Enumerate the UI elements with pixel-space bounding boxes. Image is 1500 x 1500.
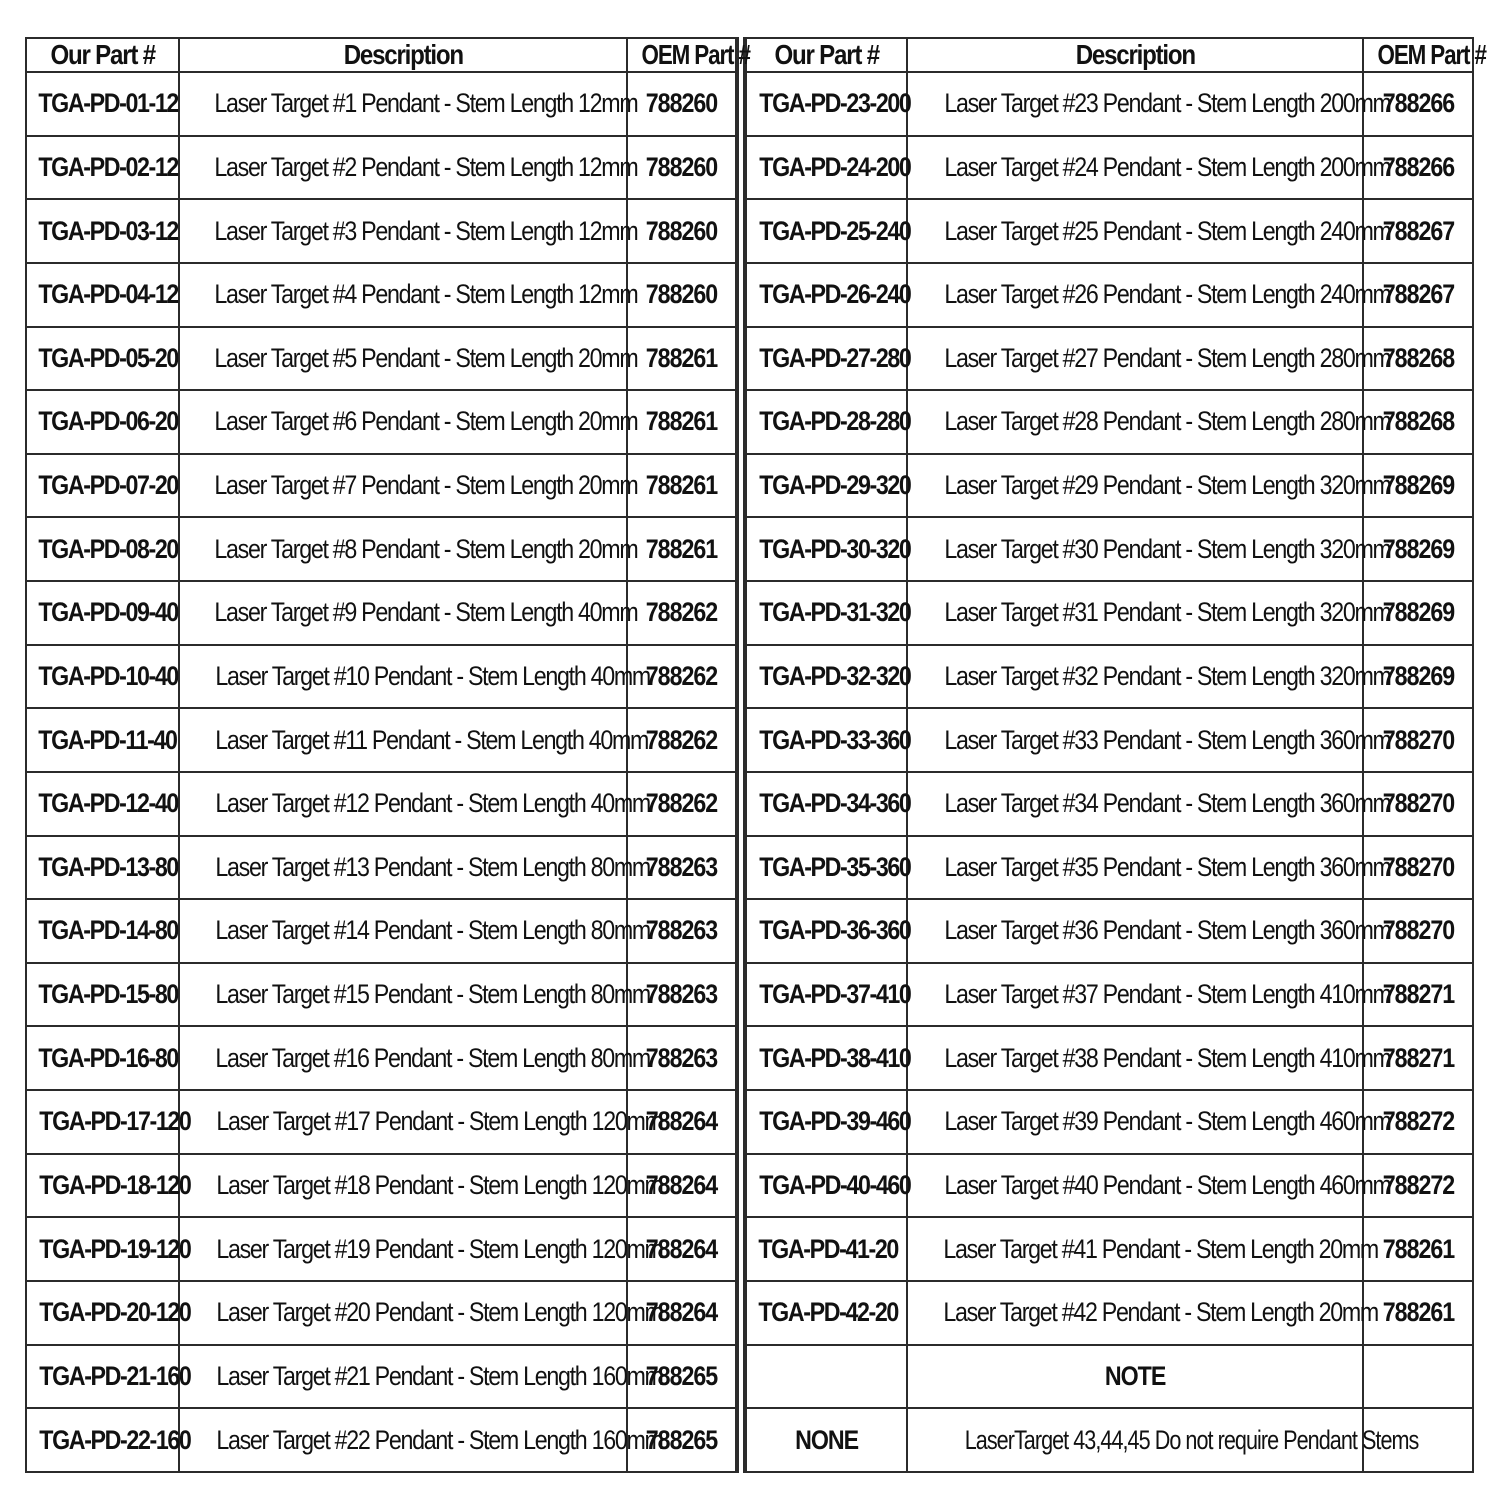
oem-part-cell: 788262 [627,645,736,709]
oem-part-cell: 788271 [1363,963,1473,1027]
oem-part-cell: 788269 [1363,645,1473,709]
our-part-cell: TGA-PD-02-12 [26,136,179,200]
oem-part-cell: 788261 [1363,1281,1473,1345]
table-row [746,136,1473,200]
our-part-cell: TGA-PD-30-320 [746,517,907,581]
header-oem-part: OEM Part # [1363,38,1473,72]
parts-sheet [25,37,1486,1473]
table-row [746,836,1473,900]
header-our-part: Our Part # [26,38,179,72]
table-row [26,836,736,900]
our-part-cell: TGA-PD-10-40 [26,645,179,709]
our-part-cell: TGA-PD-36-360 [746,899,907,963]
our-part-cell: TGA-PD-18-120 [26,1154,179,1218]
table-row [26,645,736,709]
oem-part-cell: 788261 [627,517,736,581]
oem-part-cell: 788263 [627,836,736,900]
oem-part-cell: 788265 [627,1408,736,1472]
table-row [26,1345,736,1409]
note-text: LaserTarget 43,44,45 Do not require Pendant Stems [907,1408,1363,1472]
header-our-part: Our Part # [746,38,907,72]
oem-part-cell: 788269 [1363,517,1473,581]
description-cell: Laser Target #10 Pendant - Stem Length 40mm [179,645,627,709]
description-cell: Laser Target #29 Pendant - Stem Length 320mm [907,454,1363,518]
oem-part-cell: 788271 [1363,1026,1473,1090]
description-cell: Laser Target #13 Pendant - Stem Length 80mm [179,836,627,900]
description-cell: Laser Target #11 Pendant - Stem Length 40mm [179,708,627,772]
description-cell: Laser Target #22 Pendant - Stem Length 160mm [179,1408,627,1472]
parts-table-right [745,37,1486,1473]
table-row [26,772,736,836]
oem-part-cell: 788260 [627,263,736,327]
oem-part-cell: 788269 [1363,581,1473,645]
our-part-cell: TGA-PD-37-410 [746,963,907,1027]
table-row [26,1026,736,1090]
our-part-cell: TGA-PD-09-40 [26,581,179,645]
description-cell: Laser Target #2 Pendant - Stem Length 12mm [179,136,627,200]
our-part-cell: TGA-PD-15-80 [26,963,179,1027]
oem-part-cell: 788263 [627,899,736,963]
table-row [746,454,1473,518]
description-cell: Laser Target #7 Pendant - Stem Length 20mm [179,454,627,518]
our-part-cell: TGA-PD-27-280 [746,327,907,391]
our-part-cell: TGA-PD-19-120 [26,1217,179,1281]
oem-part-cell: 788263 [627,1026,736,1090]
table-row [26,72,736,136]
description-cell: Laser Target #6 Pendant - Stem Length 20mm [179,390,627,454]
note-empty-cell [746,1345,907,1409]
table-row [746,1217,1473,1281]
description-cell: Laser Target #27 Pendant - Stem Length 280mm [907,327,1363,391]
our-part-cell: TGA-PD-31-320 [746,581,907,645]
our-part-cell: TGA-PD-20-120 [26,1281,179,1345]
parts-table-left-body [26,72,736,1472]
oem-part-cell: 788264 [627,1154,736,1218]
oem-part-cell: 788267 [1363,263,1473,327]
table-row [26,1090,736,1154]
table-row [746,581,1473,645]
table-row [746,963,1473,1027]
table-row [746,199,1473,263]
table-row [26,963,736,1027]
oem-part-cell: 788265 [627,1345,736,1409]
description-cell: Laser Target #30 Pendant - Stem Length 320mm [907,517,1363,581]
table-row [746,772,1473,836]
table-row [26,327,736,391]
oem-part-cell: 788261 [627,454,736,518]
our-part-cell: TGA-PD-22-160 [26,1408,179,1472]
note-empty-cell [1363,1345,1473,1409]
description-cell: Laser Target #1 Pendant - Stem Length 12mm [179,72,627,136]
table-row [26,390,736,454]
table-row [26,581,736,645]
header-description: Description [907,38,1363,72]
our-part-cell: TGA-PD-42-20 [746,1281,907,1345]
our-part-cell: TGA-PD-16-80 [26,1026,179,1090]
description-cell: Laser Target #16 Pendant - Stem Length 80mm [179,1026,627,1090]
description-cell: Laser Target #42 Pendant - Stem Length 20mm [907,1281,1363,1345]
table-row [746,72,1473,136]
table-row [746,1154,1473,1218]
oem-part-cell: 788262 [627,581,736,645]
description-cell: Laser Target #5 Pendant - Stem Length 20mm [179,327,627,391]
table-row [746,645,1473,709]
oem-part-cell: 788272 [1363,1154,1473,1218]
our-part-cell: TGA-PD-34-360 [746,772,907,836]
our-part-cell: TGA-PD-11-40 [26,708,179,772]
our-part-cell: TGA-PD-38-410 [746,1026,907,1090]
oem-part-cell: 788261 [1363,1217,1473,1281]
oem-part-cell: 788270 [1363,836,1473,900]
description-cell: Laser Target #14 Pendant - Stem Length 80mm [179,899,627,963]
note-text-row [746,1408,1473,1472]
table-row [746,1281,1473,1345]
table-row [26,1154,736,1218]
our-part-cell: TGA-PD-12-40 [26,772,179,836]
our-part-cell: TGA-PD-24-200 [746,136,907,200]
our-part-cell: TGA-PD-41-20 [746,1217,907,1281]
description-cell: Laser Target #15 Pendant - Stem Length 80mm [179,963,627,1027]
description-cell: Laser Target #35 Pendant - Stem Length 360mm [907,836,1363,900]
our-part-cell: TGA-PD-40-460 [746,1154,907,1218]
oem-part-cell: 788263 [627,963,736,1027]
oem-part-cell: 788266 [1363,72,1473,136]
table-row [26,1281,736,1345]
table-row [26,517,736,581]
description-cell: Laser Target #17 Pendant - Stem Length 120mm [179,1090,627,1154]
description-cell: Laser Target #4 Pendant - Stem Length 12mm [179,263,627,327]
description-cell: Laser Target #28 Pendant - Stem Length 280mm [907,390,1363,454]
our-part-cell: TGA-PD-05-20 [26,327,179,391]
oem-part-cell: 788266 [1363,136,1473,200]
our-part-cell: TGA-PD-03-12 [26,199,179,263]
table-row [26,136,736,200]
table-row [746,327,1473,391]
our-part-cell: TGA-PD-08-20 [26,517,179,581]
table-row [26,199,736,263]
description-cell: Laser Target #34 Pendant - Stem Length 360mm [907,772,1363,836]
our-part-cell: TGA-PD-06-20 [26,390,179,454]
parts-table-left [25,37,750,1473]
header-row [746,38,1473,72]
oem-part-cell: 788272 [1363,1090,1473,1154]
our-part-cell: TGA-PD-35-360 [746,836,907,900]
oem-part-cell: 788260 [627,199,736,263]
table-row [26,1408,736,1472]
our-part-cell: TGA-PD-21-160 [26,1345,179,1409]
oem-part-cell: 788260 [627,136,736,200]
table-row [26,454,736,518]
header-oem-part: OEM Part # [627,38,736,72]
our-part-cell: TGA-PD-25-240 [746,199,907,263]
oem-part-cell: 788270 [1363,708,1473,772]
our-part-cell: TGA-PD-33-360 [746,708,907,772]
oem-part-cell: 788261 [627,390,736,454]
description-cell: Laser Target #18 Pendant - Stem Length 120mm [179,1154,627,1218]
description-cell: Laser Target #26 Pendant - Stem Length 240mm [907,263,1363,327]
oem-part-cell: 788262 [627,772,736,836]
description-cell: Laser Target #32 Pendant - Stem Length 320mm [907,645,1363,709]
table-row [746,708,1473,772]
our-part-cell: TGA-PD-07-20 [26,454,179,518]
table-row [26,1217,736,1281]
table-row [26,708,736,772]
our-part-cell: TGA-PD-17-120 [26,1090,179,1154]
our-part-cell: TGA-PD-04-12 [26,263,179,327]
description-cell: Laser Target #24 Pendant - Stem Length 200mm [907,136,1363,200]
oem-part-cell: 788262 [627,708,736,772]
description-cell: Laser Target #31 Pendant - Stem Length 320mm [907,581,1363,645]
header-description: Description [179,38,627,72]
oem-part-cell: 788267 [1363,199,1473,263]
our-part-cell: TGA-PD-32-320 [746,645,907,709]
description-cell: Laser Target #19 Pendant - Stem Length 120mm [179,1217,627,1281]
description-cell: Laser Target #21 Pendant - Stem Length 160mm [179,1345,627,1409]
description-cell: Laser Target #33 Pendant - Stem Length 360mm [907,708,1363,772]
table-row [746,1090,1473,1154]
our-part-cell: TGA-PD-14-80 [26,899,179,963]
description-cell: Laser Target #23 Pendant - Stem Length 200mm [907,72,1363,136]
note-heading: NOTE [907,1345,1363,1409]
oem-part-cell: 788270 [1363,772,1473,836]
oem-part-cell: 788260 [627,72,736,136]
description-cell: Laser Target #37 Pendant - Stem Length 410mm [907,963,1363,1027]
oem-part-cell: 788264 [627,1090,736,1154]
parts-table-right-body [746,72,1473,1472]
header-row [26,38,736,72]
table-row [746,390,1473,454]
description-cell: Laser Target #38 Pendant - Stem Length 410mm [907,1026,1363,1090]
table-row [26,899,736,963]
table-row [746,1026,1473,1090]
description-cell: Laser Target #12 Pendant - Stem Length 40mm [179,772,627,836]
table-row [746,263,1473,327]
our-part-cell: TGA-PD-23-200 [746,72,907,136]
description-cell: Laser Target #25 Pendant - Stem Length 240mm [907,199,1363,263]
table-row [746,899,1473,963]
our-part-cell: TGA-PD-26-240 [746,263,907,327]
oem-part-cell: 788264 [627,1281,736,1345]
our-part-cell: TGA-PD-01-12 [26,72,179,136]
oem-part-cell: 788270 [1363,899,1473,963]
note-heading-row [746,1345,1473,1409]
description-cell: Laser Target #39 Pendant - Stem Length 460mm [907,1090,1363,1154]
table-row [746,517,1473,581]
description-cell: Laser Target #8 Pendant - Stem Length 20mm [179,517,627,581]
our-part-cell: TGA-PD-13-80 [26,836,179,900]
our-part-cell: TGA-PD-29-320 [746,454,907,518]
description-cell: Laser Target #36 Pendant - Stem Length 360mm [907,899,1363,963]
oem-part-cell: 788264 [627,1217,736,1281]
our-part-cell: TGA-PD-39-460 [746,1090,907,1154]
description-cell: Laser Target #9 Pendant - Stem Length 40mm [179,581,627,645]
our-part-cell: TGA-PD-28-280 [746,390,907,454]
description-cell: Laser Target #3 Pendant - Stem Length 12mm [179,199,627,263]
table-row [26,263,736,327]
none-label: NONE [746,1408,907,1472]
oem-part-cell: 788268 [1363,327,1473,391]
oem-part-cell: 788261 [627,327,736,391]
table-divider [737,37,745,1473]
oem-part-cell: 788268 [1363,390,1473,454]
description-cell: Laser Target #41 Pendant - Stem Length 20mm [907,1217,1363,1281]
oem-part-cell: 788269 [1363,454,1473,518]
description-cell: Laser Target #20 Pendant - Stem Length 120mm [179,1281,627,1345]
description-cell: Laser Target #40 Pendant - Stem Length 460mm [907,1154,1363,1218]
